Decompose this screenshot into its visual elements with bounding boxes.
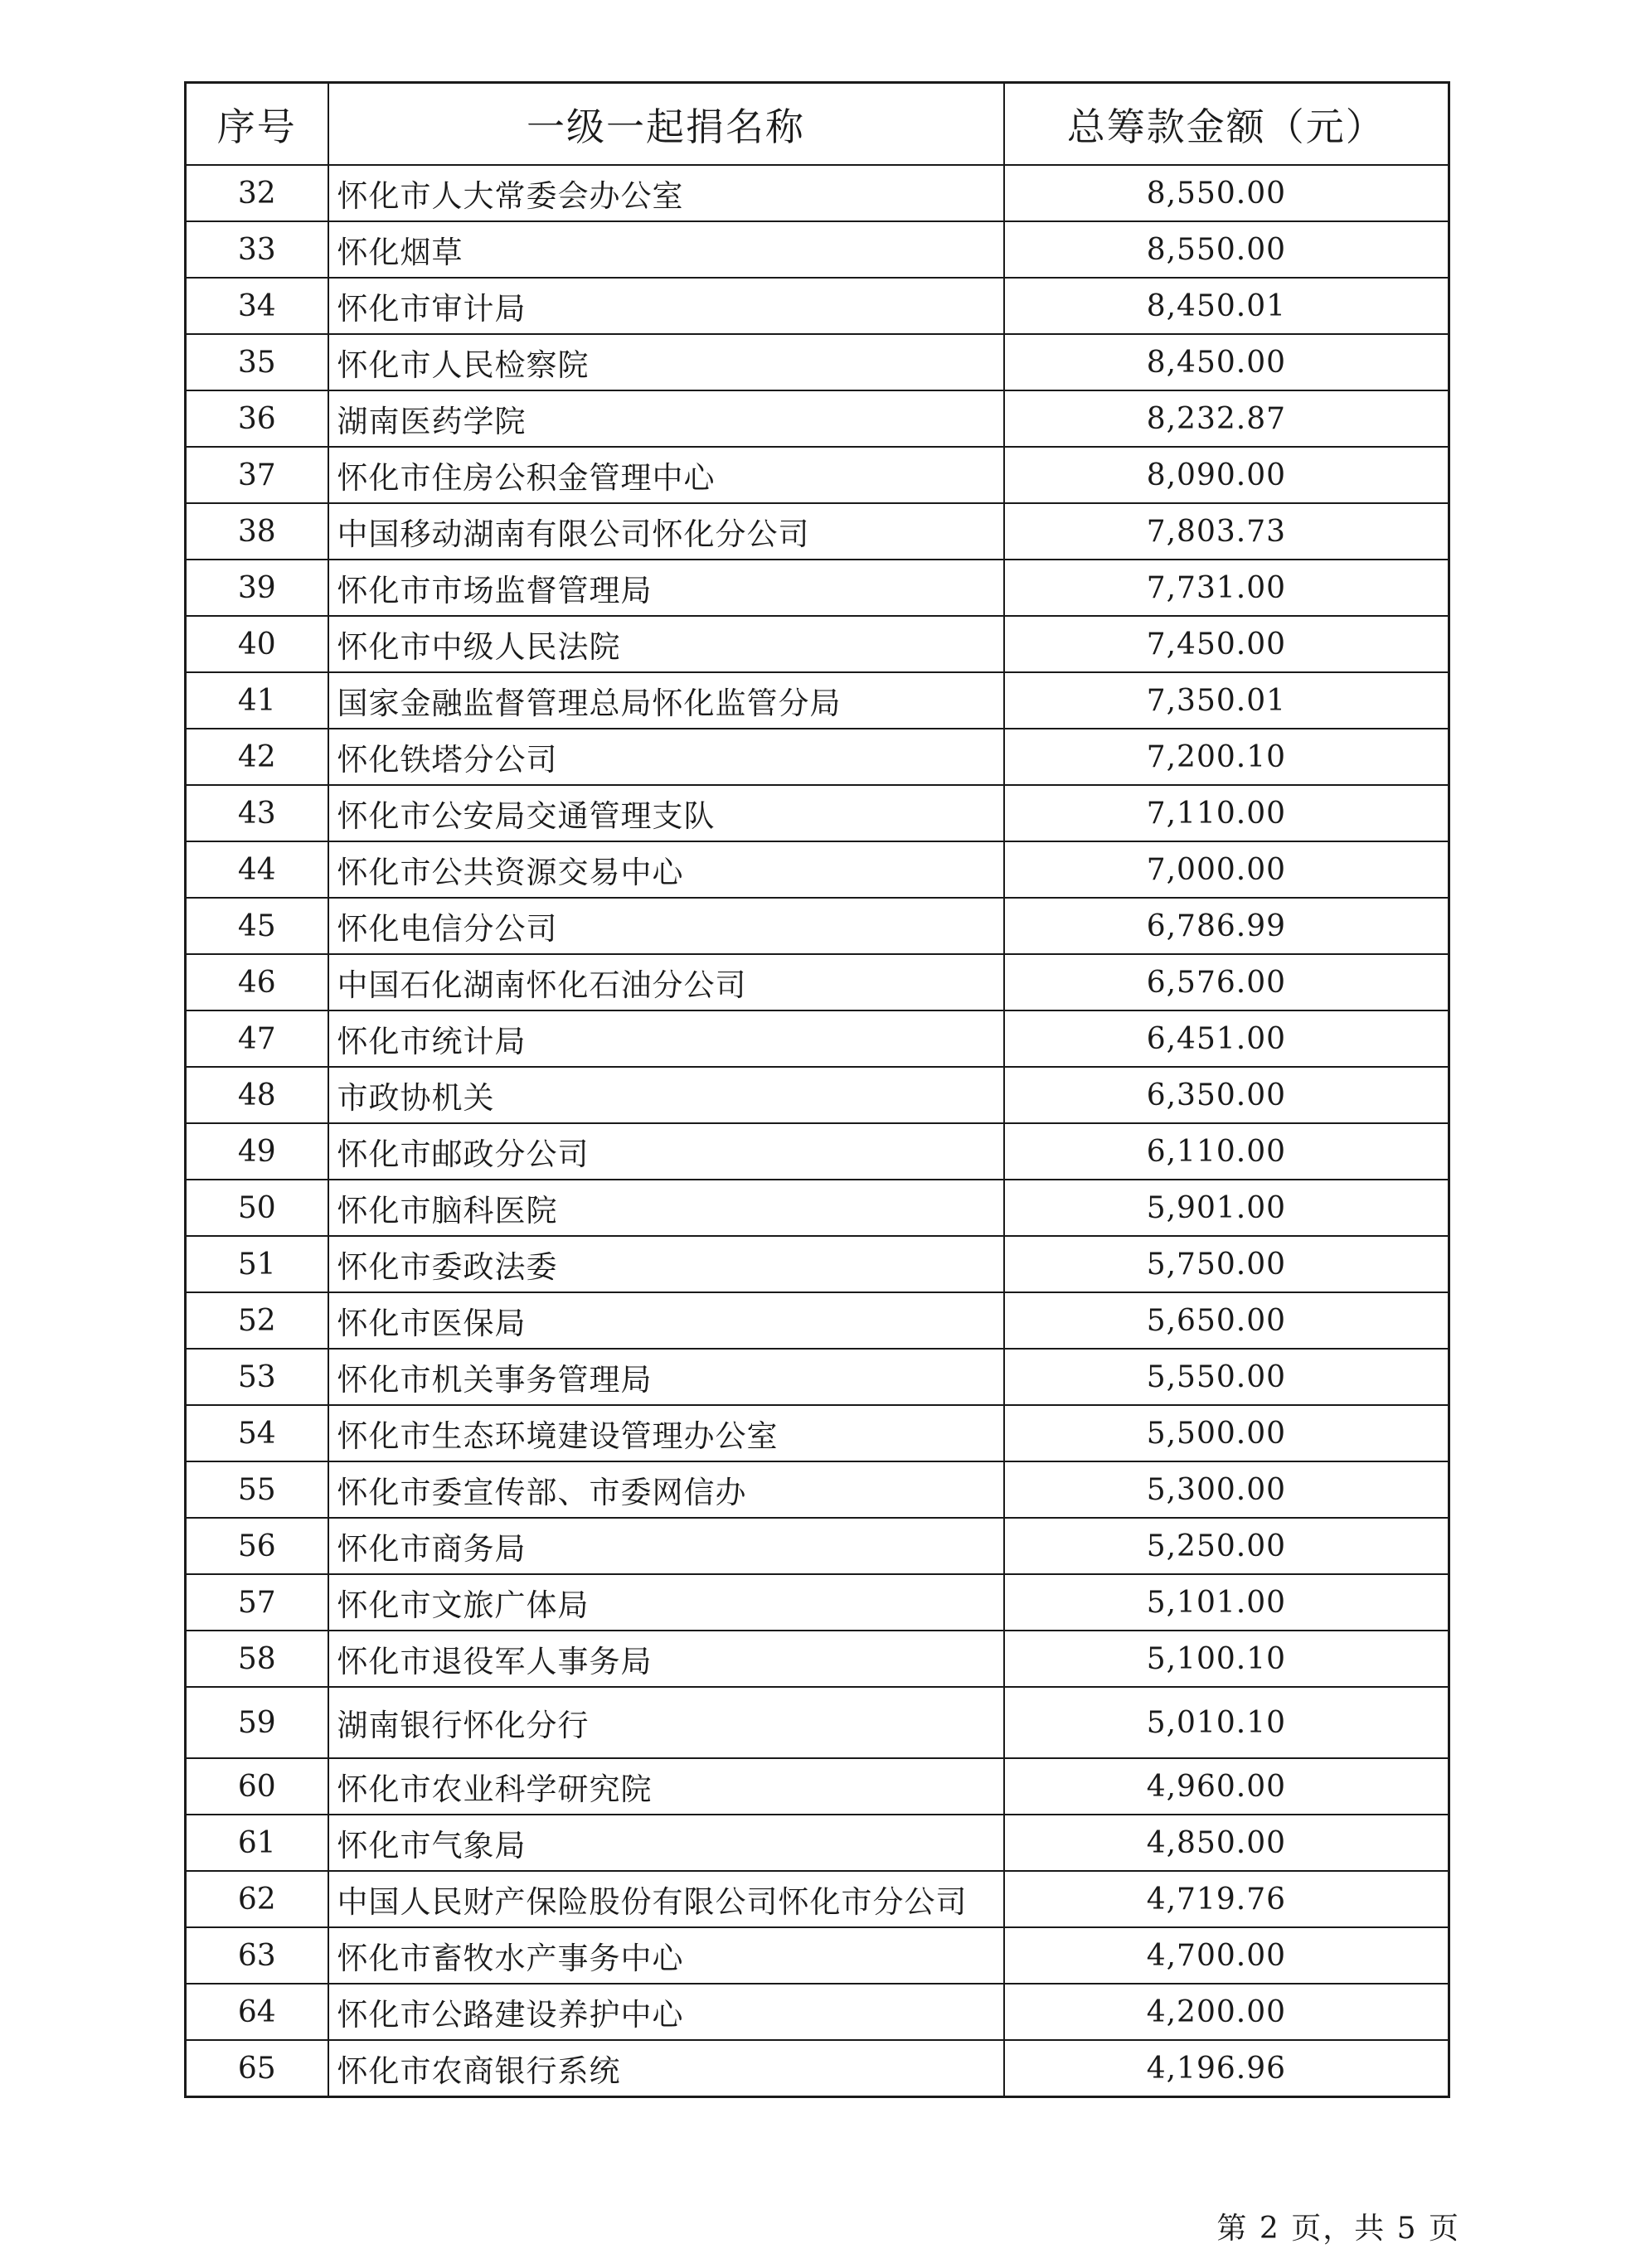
row-amount: 4,719.76 [1004, 1871, 1449, 1927]
row-donor-name: 中国人民财产保险股份有限公司怀化市分公司 [328, 1871, 1004, 1927]
table-row [186, 1123, 1449, 1180]
table-row [186, 503, 1449, 560]
table-row [186, 672, 1449, 729]
row-donor-name: 怀化市审计局 [328, 278, 1004, 334]
table-row [186, 1010, 1449, 1067]
row-donor-name: 怀化市人大常委会办公室 [328, 165, 1004, 221]
table-body [186, 165, 1449, 2097]
row-number: 47 [186, 1010, 328, 1067]
table-row [186, 616, 1449, 672]
row-amount: 8,232.87 [1004, 390, 1449, 447]
row-donor-name: 中国石化湖南怀化石油分公司 [328, 954, 1004, 1010]
row-donor-name: 国家金融监督管理总局怀化监管分局 [328, 672, 1004, 729]
row-amount: 4,200.00 [1004, 1984, 1449, 2040]
row-amount: 8,550.00 [1004, 165, 1449, 221]
row-amount: 5,300.00 [1004, 1461, 1449, 1518]
table-row [186, 729, 1449, 785]
row-donor-name: 怀化市畜牧水产事务中心 [328, 1927, 1004, 1984]
row-amount: 8,450.00 [1004, 334, 1449, 390]
row-donor-name: 怀化烟草 [328, 221, 1004, 278]
row-number: 52 [186, 1292, 328, 1349]
row-donor-name: 怀化市委宣传部、市委网信办 [328, 1461, 1004, 1518]
row-amount: 5,010.10 [1004, 1687, 1449, 1758]
row-donor-name: 怀化市机关事务管理局 [328, 1349, 1004, 1405]
row-amount: 8,550.00 [1004, 221, 1449, 278]
row-amount: 7,350.01 [1004, 672, 1449, 729]
row-number: 41 [186, 672, 328, 729]
row-donor-name: 市政协机关 [328, 1067, 1004, 1123]
table-row [186, 1349, 1449, 1405]
row-number: 60 [186, 1758, 328, 1815]
table-row [186, 1180, 1449, 1236]
row-amount: 5,550.00 [1004, 1349, 1449, 1405]
row-number: 49 [186, 1123, 328, 1180]
table-row [186, 841, 1449, 898]
row-amount: 8,090.00 [1004, 447, 1449, 503]
row-amount: 5,750.00 [1004, 1236, 1449, 1292]
table-row [186, 278, 1449, 334]
row-number: 51 [186, 1236, 328, 1292]
table-row [186, 1236, 1449, 1292]
header-row [186, 83, 1449, 166]
row-number: 38 [186, 503, 328, 560]
row-donor-name: 怀化市中级人民法院 [328, 616, 1004, 672]
table-row [186, 1927, 1449, 1984]
row-amount: 5,101.00 [1004, 1574, 1449, 1631]
row-donor-name: 怀化市住房公积金管理中心 [328, 447, 1004, 503]
row-number: 57 [186, 1574, 328, 1631]
row-amount: 6,451.00 [1004, 1010, 1449, 1067]
table-row [186, 1574, 1449, 1631]
row-number: 63 [186, 1927, 328, 1984]
row-donor-name: 怀化市公路建设养护中心 [328, 1984, 1004, 2040]
row-donor-name: 怀化市委政法委 [328, 1236, 1004, 1292]
row-number: 54 [186, 1405, 328, 1461]
row-number: 58 [186, 1631, 328, 1687]
table-row [186, 1758, 1449, 1815]
table-row [186, 785, 1449, 841]
row-amount: 6,350.00 [1004, 1067, 1449, 1123]
row-amount: 4,196.96 [1004, 2040, 1449, 2097]
row-amount: 6,110.00 [1004, 1123, 1449, 1180]
table-row [186, 1984, 1449, 2040]
header-name: 一级一起捐名称 [328, 83, 1004, 166]
table-row [186, 1067, 1449, 1123]
row-amount: 5,650.00 [1004, 1292, 1449, 1349]
row-amount: 6,576.00 [1004, 954, 1449, 1010]
row-amount: 5,901.00 [1004, 1180, 1449, 1236]
row-number: 59 [186, 1687, 328, 1758]
row-number: 65 [186, 2040, 328, 2097]
row-amount: 7,450.00 [1004, 616, 1449, 672]
row-number: 35 [186, 334, 328, 390]
row-donor-name: 中国移动湖南有限公司怀化分公司 [328, 503, 1004, 560]
row-donor-name: 怀化市生态环境建设管理办公室 [328, 1405, 1004, 1461]
table-row [186, 1631, 1449, 1687]
row-donor-name: 怀化市医保局 [328, 1292, 1004, 1349]
row-number: 53 [186, 1349, 328, 1405]
row-number: 32 [186, 165, 328, 221]
row-amount: 7,000.00 [1004, 841, 1449, 898]
row-amount: 7,803.73 [1004, 503, 1449, 560]
row-donor-name: 怀化电信分公司 [328, 898, 1004, 954]
row-number: 64 [186, 1984, 328, 2040]
row-amount: 4,700.00 [1004, 1927, 1449, 1984]
row-number: 43 [186, 785, 328, 841]
row-amount: 6,786.99 [1004, 898, 1449, 954]
row-number: 56 [186, 1518, 328, 1574]
table-row [186, 560, 1449, 616]
row-number: 46 [186, 954, 328, 1010]
row-number: 45 [186, 898, 328, 954]
row-number: 61 [186, 1815, 328, 1871]
row-amount: 4,960.00 [1004, 1758, 1449, 1815]
row-donor-name: 怀化市农业科学研究院 [328, 1758, 1004, 1815]
row-donor-name: 湖南医药学院 [328, 390, 1004, 447]
table-row [186, 1687, 1449, 1758]
row-number: 34 [186, 278, 328, 334]
row-amount: 8,450.01 [1004, 278, 1449, 334]
table-row [186, 898, 1449, 954]
row-donor-name: 怀化市农商银行系统 [328, 2040, 1004, 2097]
page-number: 第 2 页，共 5 页 [1216, 2212, 1460, 2246]
table-row [186, 1871, 1449, 1927]
row-amount: 7,200.10 [1004, 729, 1449, 785]
table-row [186, 334, 1449, 390]
row-donor-name: 怀化市邮政分公司 [328, 1123, 1004, 1180]
row-number: 39 [186, 560, 328, 616]
row-number: 37 [186, 447, 328, 503]
row-donor-name: 怀化市市场监督管理局 [328, 560, 1004, 616]
row-number: 62 [186, 1871, 328, 1927]
row-amount: 5,500.00 [1004, 1405, 1449, 1461]
row-amount: 4,850.00 [1004, 1815, 1449, 1871]
table-row [186, 221, 1449, 278]
table-row [186, 954, 1449, 1010]
row-donor-name: 怀化市人民检察院 [328, 334, 1004, 390]
row-number: 42 [186, 729, 328, 785]
row-donor-name: 怀化市气象局 [328, 1815, 1004, 1871]
row-donor-name: 怀化市公共资源交易中心 [328, 841, 1004, 898]
table-row [186, 1815, 1449, 1871]
row-number: 55 [186, 1461, 328, 1518]
row-donor-name: 怀化市统计局 [328, 1010, 1004, 1067]
row-donor-name: 怀化市脑科医院 [328, 1180, 1004, 1236]
row-number: 50 [186, 1180, 328, 1236]
row-donor-name: 怀化市退役军人事务局 [328, 1631, 1004, 1687]
donation-table [184, 81, 1450, 2098]
table-row [186, 1518, 1449, 1574]
row-amount: 5,100.10 [1004, 1631, 1449, 1687]
row-number: 36 [186, 390, 328, 447]
row-number: 48 [186, 1067, 328, 1123]
table-row [186, 447, 1449, 503]
row-donor-name: 怀化市商务局 [328, 1518, 1004, 1574]
table-row [186, 1292, 1449, 1349]
row-donor-name: 怀化铁塔分公司 [328, 729, 1004, 785]
table-row [186, 2040, 1449, 2097]
table-header [186, 83, 1449, 166]
row-amount: 5,250.00 [1004, 1518, 1449, 1574]
table-row [186, 1461, 1449, 1518]
table-row [186, 1405, 1449, 1461]
header-amount: 总筹款金额（元） [1004, 83, 1449, 166]
row-amount: 7,731.00 [1004, 560, 1449, 616]
row-donor-name: 怀化市文旅广体局 [328, 1574, 1004, 1631]
row-number: 40 [186, 616, 328, 672]
table-row [186, 390, 1449, 447]
row-donor-name: 湖南银行怀化分行 [328, 1687, 1004, 1758]
row-amount: 7,110.00 [1004, 785, 1449, 841]
header-no: 序号 [186, 83, 328, 166]
table-row [186, 165, 1449, 221]
row-number: 33 [186, 221, 328, 278]
row-number: 44 [186, 841, 328, 898]
row-donor-name: 怀化市公安局交通管理支队 [328, 785, 1004, 841]
